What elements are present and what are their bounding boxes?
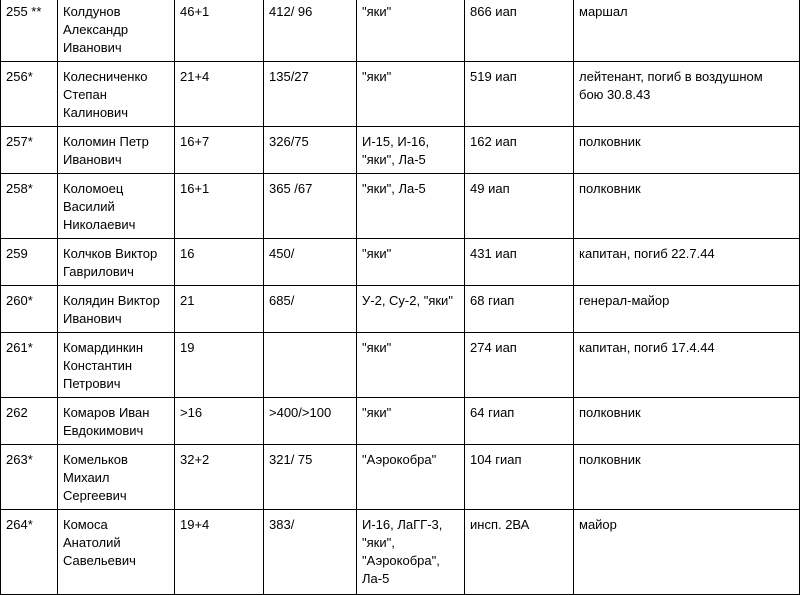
sorties: >400/>100 <box>264 398 357 445</box>
victories: 16+1 <box>175 174 264 239</box>
aircraft: У-2, Су-2, "яки" <box>357 286 465 333</box>
victories: 19+4 <box>175 510 264 595</box>
note: капитан, погиб 22.7.44 <box>574 239 800 286</box>
sorties: 321/ 75 <box>264 445 357 510</box>
note: полковник <box>574 127 800 174</box>
aircraft: И-16, ЛаГГ-3, "яки", "Аэрокобра", Ла-5 <box>357 510 465 595</box>
victories: 16 <box>175 239 264 286</box>
note: лейтенант, погиб в воздушном бою 30.8.43 <box>574 62 800 127</box>
sorties: 326/75 <box>264 127 357 174</box>
row-number: 261* <box>1 333 58 398</box>
table-row <box>1 239 800 286</box>
row-number: 258* <box>1 174 58 239</box>
pilot-name: Комельков Михаил Сергеевич <box>58 445 175 510</box>
pilot-name: Комардинкин Константин Петрович <box>58 333 175 398</box>
note: маршал <box>574 0 800 62</box>
sorties <box>264 333 357 398</box>
row-number: 262 <box>1 398 58 445</box>
aircraft: "яки" <box>357 398 465 445</box>
regiment: 49 иап <box>465 174 574 239</box>
note: генерал-майор <box>574 286 800 333</box>
table-row <box>1 333 800 398</box>
aircraft: "яки" <box>357 333 465 398</box>
victories: 32+2 <box>175 445 264 510</box>
row-number: 257* <box>1 127 58 174</box>
row-number: 260* <box>1 286 58 333</box>
aircraft: "яки" <box>357 239 465 286</box>
aircraft: И-15, И-16, "яки", Ла-5 <box>357 127 465 174</box>
aircraft: "яки" <box>357 62 465 127</box>
victories: >16 <box>175 398 264 445</box>
sorties: 685/ <box>264 286 357 333</box>
sorties: 383/ <box>264 510 357 595</box>
regiment: 866 иап <box>465 0 574 62</box>
victories: 16+7 <box>175 127 264 174</box>
pilot-name: Колядин Виктор Иванович <box>58 286 175 333</box>
pilot-name: Колесниченко Степан Калинович <box>58 62 175 127</box>
table-row <box>1 398 800 445</box>
pilot-name: Коломоец Василий Николаевич <box>58 174 175 239</box>
regiment: 104 гиап <box>465 445 574 510</box>
row-number: 259 <box>1 239 58 286</box>
regiment: инсп. 2ВА <box>465 510 574 595</box>
pilot-name: Колчков Виктор Гаврилович <box>58 239 175 286</box>
sorties: 450/ <box>264 239 357 286</box>
regiment: 519 иап <box>465 62 574 127</box>
note: капитан, погиб 17.4.44 <box>574 333 800 398</box>
row-number: 256* <box>1 62 58 127</box>
table-row <box>1 127 800 174</box>
row-number: 255 ** <box>1 0 58 62</box>
aircraft: "Аэрокобра" <box>357 445 465 510</box>
victories: 46+1 <box>175 0 264 62</box>
regiment: 431 иап <box>465 239 574 286</box>
aircraft: "яки", Ла-5 <box>357 174 465 239</box>
note: полковник <box>574 174 800 239</box>
row-number: 263* <box>1 445 58 510</box>
sorties: 365 /67 <box>264 174 357 239</box>
pilot-name: Коломин Петр Иванович <box>58 127 175 174</box>
row-number: 264* <box>1 510 58 595</box>
victories: 21+4 <box>175 62 264 127</box>
table-row <box>1 286 800 333</box>
table-row <box>1 62 800 127</box>
pilot-name: Комаров Иван Евдокимович <box>58 398 175 445</box>
pilot-name: Комоса Анатолий Савельевич <box>58 510 175 595</box>
sorties: 135/27 <box>264 62 357 127</box>
regiment: 274 иап <box>465 333 574 398</box>
table-row <box>1 445 800 510</box>
table-row <box>1 0 800 62</box>
victories: 19 <box>175 333 264 398</box>
regiment: 68 гиап <box>465 286 574 333</box>
table-row <box>1 174 800 239</box>
aircraft: "яки" <box>357 0 465 62</box>
regiment: 64 гиап <box>465 398 574 445</box>
note: полковник <box>574 445 800 510</box>
sorties: 412/ 96 <box>264 0 357 62</box>
note: майор <box>574 510 800 595</box>
regiment: 162 иап <box>465 127 574 174</box>
victories: 21 <box>175 286 264 333</box>
table-row <box>1 510 800 595</box>
note: полковник <box>574 398 800 445</box>
pilot-name: Колдунов Александр Иванович <box>58 0 175 62</box>
